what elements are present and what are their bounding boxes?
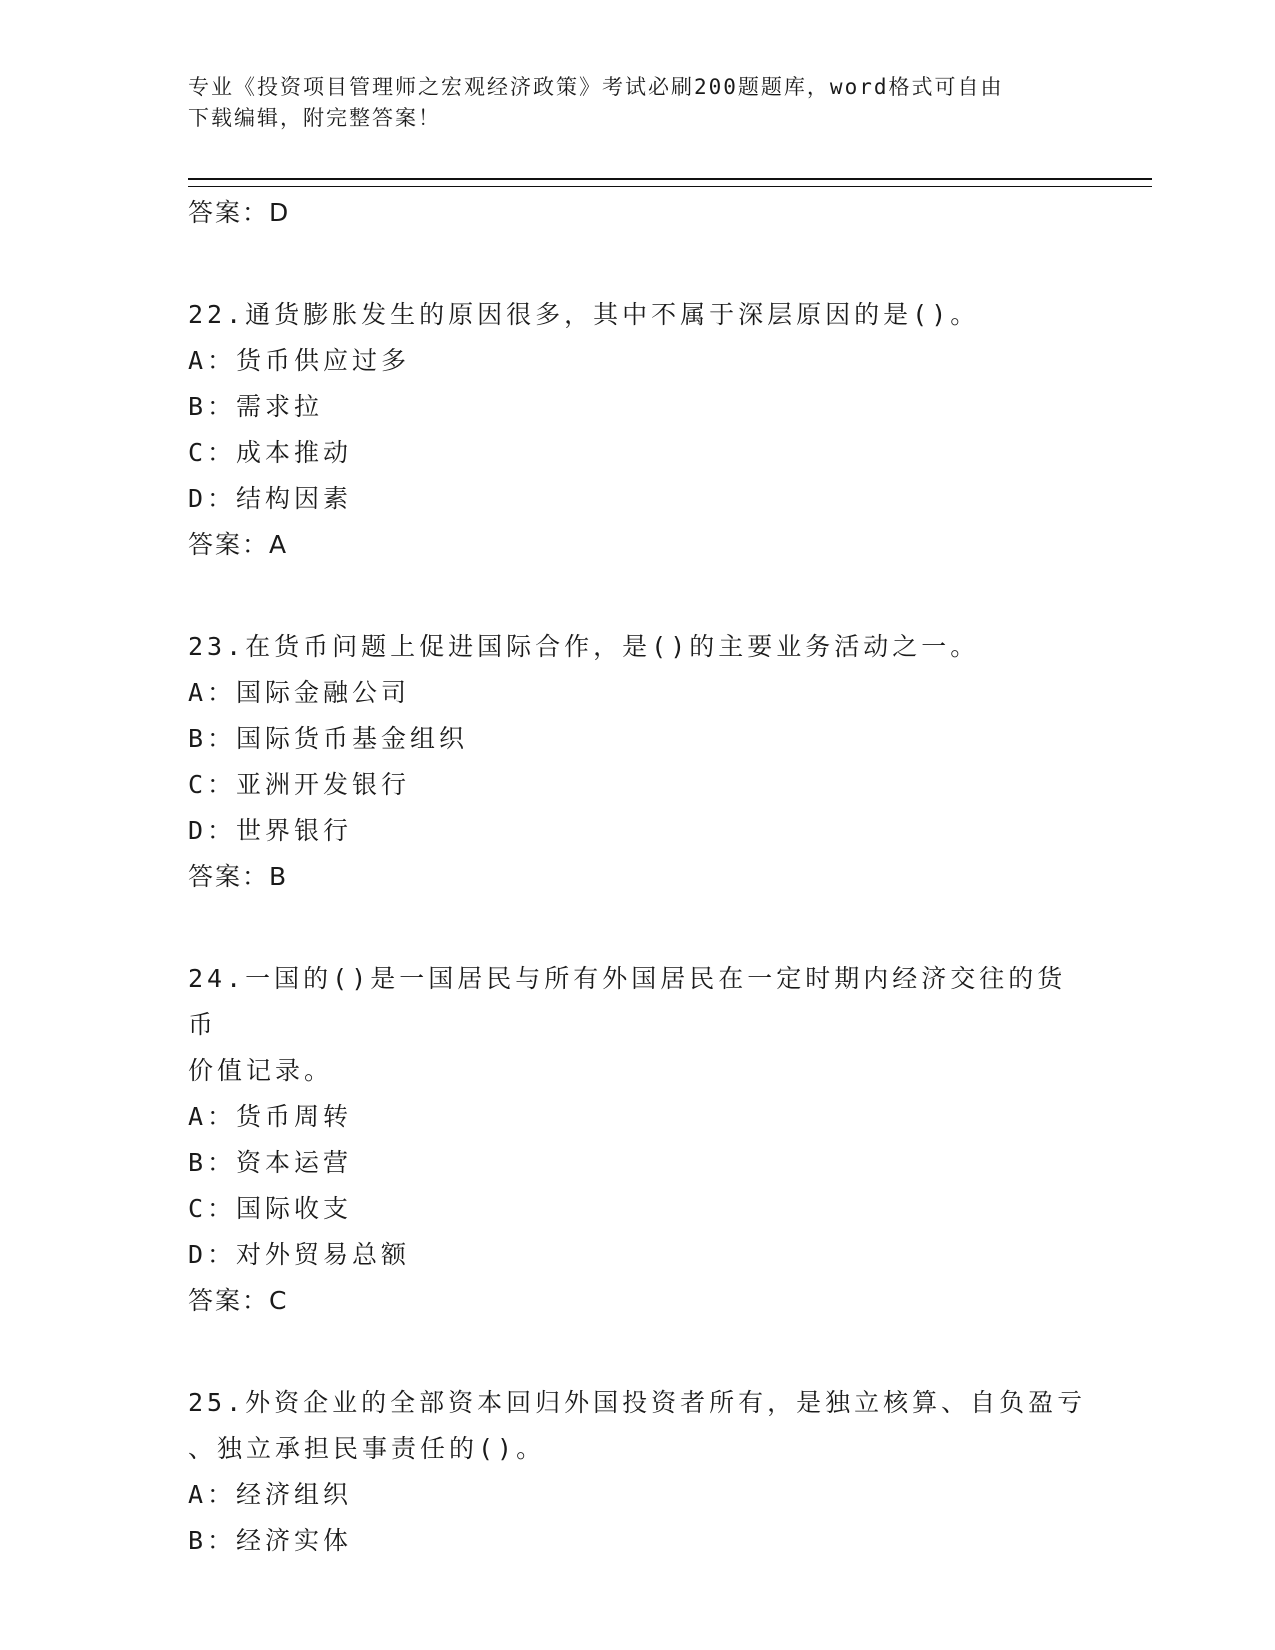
question-text-line-1: 25.外资企业的全部资本回归外国投资者所有，是独立核算、自负盈亏 (188, 1388, 1087, 1417)
question-text-line-2: 、独立承担民事责任的()。 (188, 1434, 546, 1463)
answer-line: 答案：B (188, 862, 289, 891)
option-d: D：对外贸易总额 (188, 1240, 411, 1269)
option-a: A：货币供应过多 (188, 346, 411, 375)
option-d: D：结构因素 (188, 484, 353, 513)
header-line-1: 专业《投资项目管理师之宏观经济政策》考试必刷200题题库，word格式可自由 (188, 75, 1004, 99)
option-b: B：国际货币基金组织 (188, 724, 469, 753)
answer-line: 答案：A (188, 530, 289, 559)
header-line-2: 下载编辑，附完整答案！ (188, 106, 441, 130)
option-a: A：经济组织 (188, 1480, 353, 1509)
option-a: A：国际金融公司 (188, 678, 411, 707)
question-23 (188, 624, 1088, 900)
question-list (188, 190, 1088, 1564)
question-text-line-1: 24.一国的()是一国居民与所有外国居民在一定时期内经济交往的货币 (188, 964, 1067, 1039)
header-rule (188, 178, 1152, 187)
question-text: 23.在货币问题上促进国际合作，是()的主要业务活动之一。 (188, 632, 980, 661)
option-b: B：资本运营 (188, 1148, 353, 1177)
question-25 (188, 1380, 1088, 1564)
question-text: 22.通货膨胀发生的原因很多，其中不属于深层原因的是()。 (188, 300, 980, 329)
option-b: B：经济实体 (188, 1526, 353, 1555)
option-d: D：世界银行 (188, 816, 353, 845)
option-a: A：货币周转 (188, 1102, 353, 1131)
question-24 (188, 956, 1088, 1324)
question-text-line-2: 价值记录。 (188, 1056, 334, 1085)
option-c: C：亚洲开发银行 (188, 770, 411, 799)
option-c: C：国际收支 (188, 1194, 353, 1223)
question-22 (188, 292, 1088, 568)
option-c: C：成本推动 (188, 438, 353, 467)
document-header (188, 72, 1068, 134)
option-b: B：需求拉 (188, 392, 324, 421)
answer-line: 答案：D (188, 198, 291, 227)
answer-line: 答案：C (188, 1286, 289, 1315)
